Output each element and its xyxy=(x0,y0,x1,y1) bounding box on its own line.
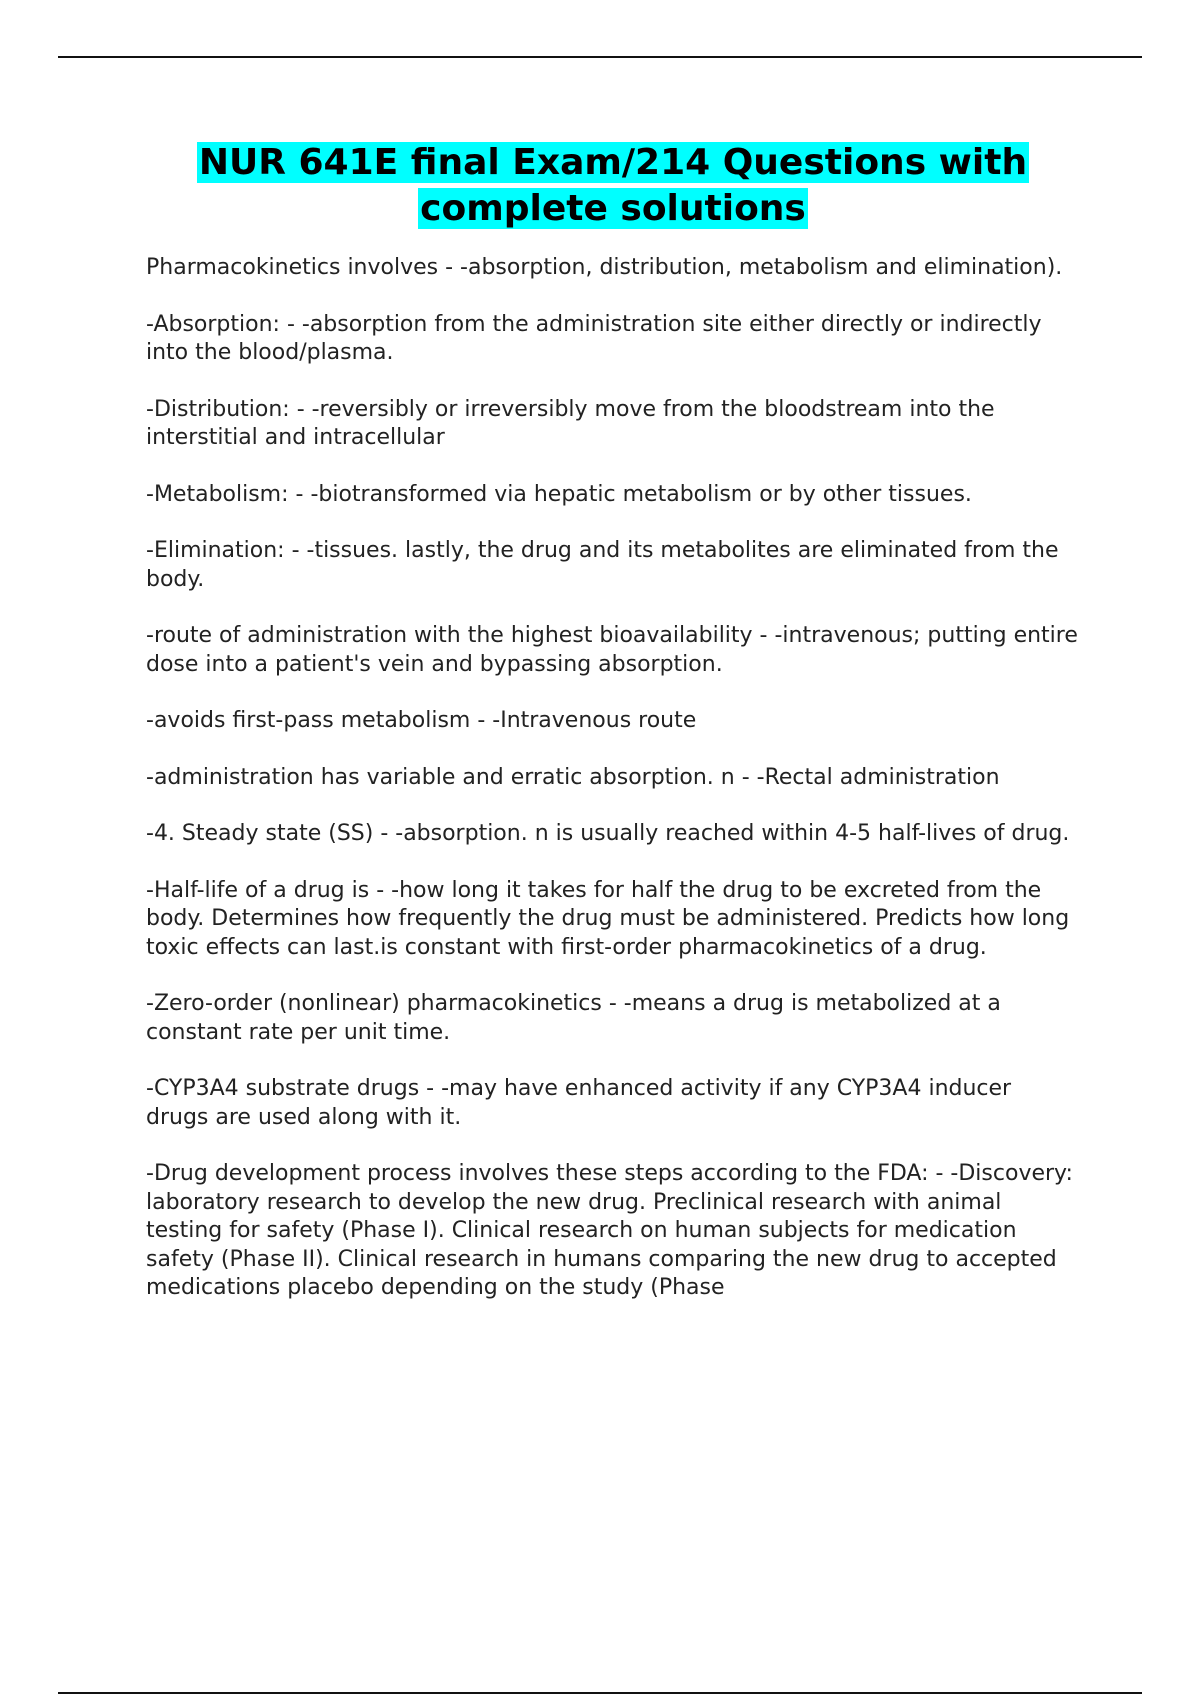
qa-entry: -administration has variable and erratic absorption. n - -Rectal administration xyxy=(146,764,1000,790)
document-page xyxy=(146,140,1080,1331)
qa-entry: -Metabolism: - -biotransformed via hepatic metabolism or by other tissues. xyxy=(146,481,972,507)
qa-entry: -Zero-order (nonlinear) pharmacokinetics - -means a drug is metabolized at a constant rate per unit time. xyxy=(146,991,1001,1045)
qa-entry: -Half-life of a drug is - -how long it takes for half the drug to be excreted from the body. Determines how frequently the drug must be administered. Predicts how long toxic effects can last.is constant with first-order pharmacokinetics of a drug. xyxy=(146,877,1070,960)
qa-entry: -avoids first-pass metabolism - -Intravenous route xyxy=(146,708,697,733)
top-rule xyxy=(58,56,1142,58)
title-line-2: complete solutions xyxy=(420,188,806,229)
qa-entry: -CYP3A4 substrate drugs - -may have enhanced activity if any CYP3A4 inducer drugs are used along with it. xyxy=(146,1076,1012,1130)
title-line-1: NUR 641E final Exam/214 Questions with xyxy=(198,142,1028,183)
qa-entry: -Absorption: - -absorption from the administration site either directly or indirectly into the blood/plasma. xyxy=(146,311,1042,365)
qa-entry: -Drug development process involves these steps according to the FDA: - -Discovery: laboratory research to develop the new drug. Preclinical research with animal testing for safety (Phase I). Clinical research on human subjects for medication safety (Phase II). Clinical research in humans comparing the new drug to accepted medications placebo depending on the study (Phase xyxy=(146,1161,1073,1300)
qa-entry: Pharmacokinetics involves - -absorption, distribution, metabolism and elimination). xyxy=(146,255,1063,280)
qa-entry: -4. Steady state (SS) - -absorption. n is usually reached within 4-5 half-lives of drug. xyxy=(146,821,1070,846)
qa-entry: -Elimination: - -tissues. lastly, the drug and its metabolites are eliminated from the body. xyxy=(146,538,1059,592)
qa-entry-list xyxy=(146,254,1080,1303)
document-title xyxy=(146,140,1080,232)
bottom-rule xyxy=(58,1692,1142,1694)
qa-entry: -route of administration with the highest bioavailability - -intravenous; putting entire dose into a patient's vein and bypassing absorption. xyxy=(146,623,1078,677)
qa-entry: -Distribution: - -reversibly or irreversibly move from the bloodstream into the interstitial and intracellular xyxy=(146,396,995,450)
